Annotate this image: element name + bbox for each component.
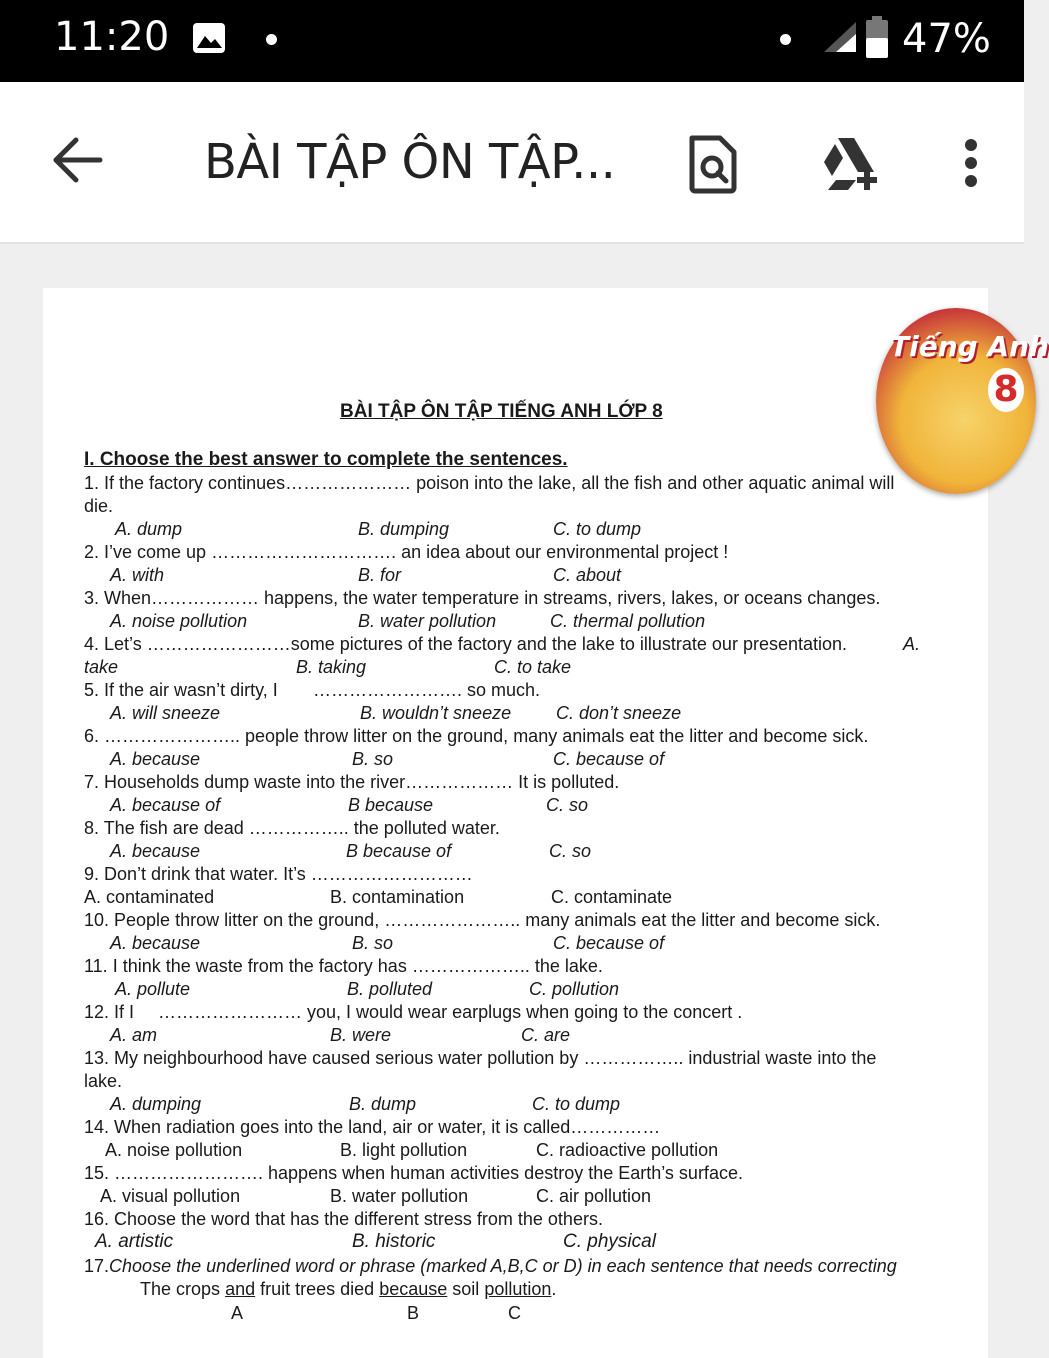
q6-option-a: A. because [110, 749, 201, 769]
q17-label-a: A [231, 1303, 244, 1323]
status-bar [0, 0, 1024, 82]
q16-option-a: A. artistic [95, 1231, 174, 1252]
q17-period: . [551, 1279, 557, 1299]
q12-option-b: B. were [330, 1025, 392, 1045]
question-3: 3. When……………… happens, the water temperature in streams, rivers, lakes, or oceans changes. [84, 588, 881, 608]
image-notification-icon [192, 22, 226, 54]
question-1-cont: die. [84, 496, 114, 516]
question-12: 12. If I [84, 1002, 135, 1022]
cover-grade: 8 [988, 368, 1024, 412]
q17-word: soil [452, 1279, 480, 1299]
q13-option-c: C. to dump [532, 1094, 621, 1114]
add-to-drive-icon[interactable] [818, 136, 884, 192]
q10-option-b: B. so [352, 933, 394, 953]
q2-option-c: C. about [553, 565, 622, 585]
q13-option-a: A. dumping [110, 1094, 202, 1114]
question-16: 16. Choose the word that has the different stress from the others. [84, 1209, 603, 1229]
q8-option-c: C. so [549, 841, 592, 861]
q17-word: fruit trees died [260, 1279, 375, 1299]
q4-option-a-word: take [84, 657, 119, 677]
question-5-blank: ……………………. so much. [313, 680, 541, 700]
question-5: 5. If the air wasn’t dirty, I [84, 680, 278, 700]
q5-option-a: A. will sneeze [110, 703, 221, 723]
q4-option-c: C. to take [494, 657, 572, 677]
q13-option-b: B. dump [349, 1094, 417, 1114]
q11-option-c: C. pollution [529, 979, 620, 999]
q14-option-b: B. light pollution [340, 1140, 468, 1160]
signal-icon [822, 20, 858, 54]
q1-option-a: A. dump [115, 519, 183, 539]
q17-underlined-c: pollution [484, 1279, 552, 1299]
q14-option-a: A. noise pollution [105, 1140, 243, 1160]
q17-underlined-b: because [379, 1279, 448, 1299]
q3-option-a: A. noise pollution [110, 611, 248, 631]
q11-option-a: A. pollute [115, 979, 191, 999]
q11-option-b: B. polluted [347, 979, 433, 999]
q8-option-a: A. because [110, 841, 201, 861]
find-in-document-icon[interactable] [686, 134, 740, 194]
q17-instruction: Choose the underlined word or phrase (marked A,B,C or D) in each sentence that needs correcting [109, 1256, 897, 1276]
section-heading: I. Choose the best answer to complete the sentences. [84, 449, 568, 470]
q10-option-c: C. because of [553, 933, 665, 953]
textbook-cover-image [876, 308, 1049, 494]
question-15: 15. ……………………. happens when human activities destroy the Earth’s surface. [84, 1163, 743, 1183]
q7-option-c: C. so [546, 795, 589, 815]
q17-word: The crops [140, 1279, 221, 1299]
question-17-number [84, 1255, 897, 1277]
q10-option-a: A. because [110, 933, 201, 953]
question-6: 6. ………………….. people throw litter on the ground, many animals eat the litter and become sick. [84, 726, 869, 746]
q12-option-c: C. are [521, 1025, 571, 1045]
question-11: 11. I think the waste from the factory has ……………….. the lake. [84, 956, 603, 976]
q17-sentence [140, 1278, 556, 1300]
status-time: 11:20 [54, 14, 170, 60]
more-options-icon[interactable] [960, 138, 982, 188]
question-8: 8. The fish are dead …………….. the polluted water. [84, 818, 500, 838]
question-14: 14. When radiation goes into the land, air or water, it is called…………… [84, 1117, 661, 1137]
cover-brand: Tiếng Anh [890, 330, 1049, 363]
q3-option-b: B. water pollution [358, 611, 497, 631]
q17-label-b: B [407, 1303, 420, 1323]
question-4: 4. Let’s ……………………some pictures of the factory and the lake to illustrate our presentation. [84, 634, 848, 654]
q16-option-b: B. historic [352, 1231, 436, 1252]
question-12-cont: …………………… you, I would wear earplugs when going to the concert . [158, 1002, 743, 1022]
q7-option-b: B because [348, 795, 434, 815]
q9-option-a: A. contaminated [84, 887, 215, 907]
q1-option-b: B. dumping [358, 519, 450, 539]
q15-option-b: B. water pollution [330, 1186, 469, 1206]
document-title: BÀI TẬP ÔN TẬP... [204, 134, 616, 190]
q17-label-c: C [508, 1303, 521, 1323]
q5-option-b: B. wouldn’t sneeze [360, 703, 512, 723]
q7-option-a: A. because of [110, 795, 221, 815]
question-1: 1. If the factory continues………………… poison into the lake, all the fish and other aquatic animal will [84, 473, 895, 493]
q6-option-b: B. so [352, 749, 394, 769]
q5-option-c: C. don’t sneeze [556, 703, 682, 723]
question-9: 9. Don’t drink that water. It’s ……………………… [84, 864, 473, 884]
q14-option-c: C. radioactive pollution [536, 1140, 719, 1160]
question-2: 2. I’ve come up …………………………. an idea about our environmental project ! [84, 542, 729, 562]
question-7: 7. Households dump waste into the river……………… It is polluted. [84, 772, 620, 792]
q9-option-c: C. contaminate [551, 887, 673, 907]
question-13-cont: lake. [84, 1071, 123, 1091]
q9-option-b: B. contamination [330, 887, 465, 907]
question-13: 13. My neighbourhood have caused serious water pollution by …………….. industrial waste into the [84, 1048, 877, 1068]
q15-option-c: C. air pollution [536, 1186, 652, 1206]
q15-option-a: A. visual pollution [100, 1186, 241, 1206]
q1-option-c: C. to dump [553, 519, 642, 539]
q17-underlined-a: and [225, 1279, 256, 1299]
notification-dot-icon [266, 34, 277, 45]
q3-option-c: C. thermal pollution [550, 611, 706, 631]
q4-option-b: B. taking [296, 657, 367, 677]
battery-percentage: 47% [902, 16, 991, 62]
q6-option-c: C. because of [553, 749, 665, 769]
q2-option-b: B. for [358, 565, 402, 585]
q8-option-b: B because of [346, 841, 452, 861]
q4-option-a: A. [903, 634, 921, 654]
back-arrow-icon[interactable] [50, 132, 106, 188]
q17-number: 17. [84, 1256, 110, 1276]
battery-icon [864, 16, 890, 60]
q12-option-a: A. am [110, 1025, 158, 1045]
q16-option-c: C. physical [563, 1231, 656, 1252]
worksheet-heading: BÀI TẬP ÔN TẬP TIẾNG ANH LỚP 8 [340, 401, 663, 422]
q2-option-a: A. with [110, 565, 165, 585]
question-10: 10. People throw litter on the ground, ………………….. many animals eat the litter and become sick. [84, 910, 881, 930]
status-dot-icon [780, 34, 791, 45]
